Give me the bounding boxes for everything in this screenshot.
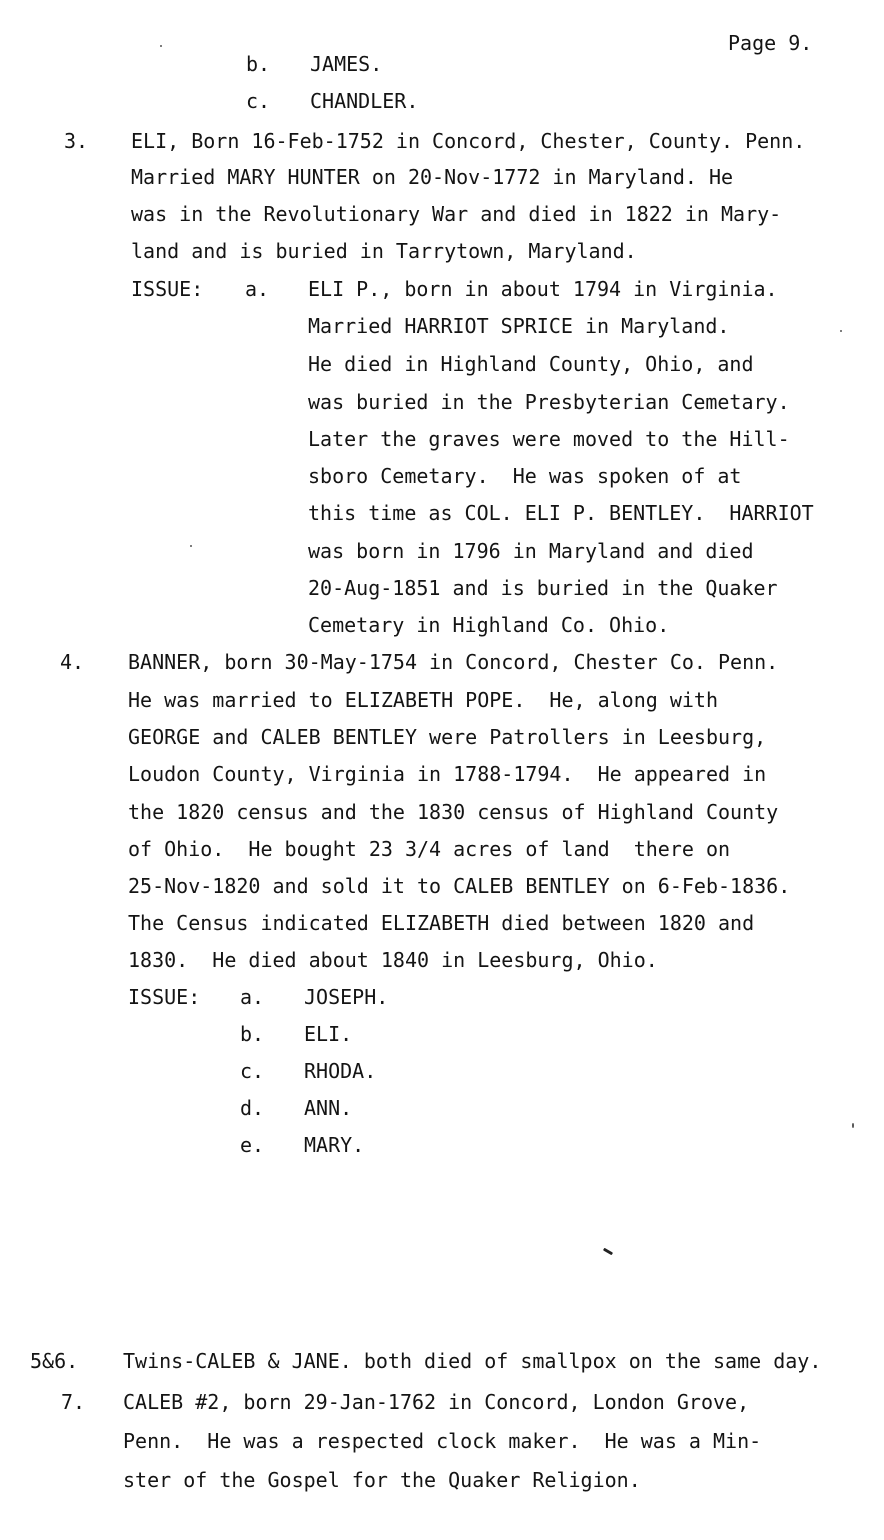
issue-line: Later the graves were moved to the Hill- — [308, 427, 790, 451]
issue-line: He died in Highland County, Ohio, and — [308, 352, 754, 376]
entry-line: The Census indicated ELIZABETH died between 1820 and — [128, 911, 755, 935]
scan-mark — [852, 1123, 854, 1128]
child-name: CHANDLER. — [310, 89, 419, 113]
page-number: Page 9. — [728, 31, 813, 55]
entry-line: 1830. He died about 1840 in Leesburg, Ohio. — [128, 948, 658, 972]
entry-line: the 1820 census and the 1830 census of Highland County — [128, 800, 779, 824]
issue-line: was buried in the Presbyterian Cemetary. — [308, 390, 790, 414]
entry-number: 4. — [60, 650, 85, 674]
scan-mark — [603, 1248, 613, 1256]
scan-mark — [190, 545, 192, 547]
list-letter: d. — [240, 1096, 265, 1120]
entry-line: ELI, Born 16-Feb-1752 in Concord, Chester, County. Penn. — [131, 129, 806, 153]
list-letter: a. — [240, 985, 265, 1009]
issue-line: was born in 1796 in Maryland and died — [308, 539, 754, 563]
issue-line: ELI P., born in about 1794 in Virginia. — [308, 277, 778, 301]
entry-line: GEORGE and CALEB BENTLEY were Patrollers in Leesburg, — [128, 725, 767, 749]
entry-line: Loudon County, Virginia in 1788-1794. He appeared in — [128, 762, 767, 786]
issue-line: sboro Cemetary. He was spoken of at — [308, 464, 742, 488]
list-letter: c. — [246, 89, 271, 113]
entry-line: of Ohio. He bought 23 3/4 acres of land there on — [128, 837, 731, 861]
child-name: JOSEPH. — [304, 985, 389, 1009]
issue-line: Cemetary in Highland Co. Ohio. — [308, 613, 670, 637]
entry-line: 25-Nov-1820 and sold it to CALEB BENTLEY on 6-Feb-1836. — [128, 874, 791, 898]
child-name: RHODA. — [304, 1059, 377, 1083]
entry-number: 7. — [61, 1390, 86, 1414]
entry-line: He was married to ELIZABETH POPE. He, along with — [128, 688, 719, 712]
issue-line: Married HARRIOT SPRICE in Maryland. — [308, 314, 730, 338]
entry-number: 5&6. — [30, 1349, 79, 1373]
list-letter: e. — [240, 1133, 265, 1157]
issue-line: 20-Aug-1851 and is buried in the Quaker — [308, 576, 778, 600]
scan-mark — [160, 45, 162, 47]
entry-line: land and is buried in Tarrytown, Maryland. — [131, 239, 637, 263]
child-name: MARY. — [304, 1133, 365, 1157]
entry-number: 3. — [64, 129, 89, 153]
list-letter: b. — [246, 52, 271, 76]
issue-line: this time as COL. ELI P. BENTLEY. HARRIOT — [308, 501, 814, 525]
list-letter: a. — [245, 277, 270, 301]
entry-line: was in the Revolutionary War and died in 1822 in Mary- — [131, 202, 782, 226]
entry-line: CALEB #2, born 29-Jan-1762 in Concord, London Grove, — [123, 1390, 750, 1414]
entry-line: Married MARY HUNTER on 20-Nov-1772 in Maryland. He — [131, 165, 734, 189]
child-name: ELI. — [304, 1022, 353, 1046]
child-name: JAMES. — [310, 52, 383, 76]
entry-line: Twins-CALEB & JANE. both died of smallpox on the same day. — [123, 1349, 822, 1373]
list-letter: b. — [240, 1022, 265, 1046]
list-letter: c. — [240, 1059, 265, 1083]
entry-line: Penn. He was a respected clock maker. He was a Min- — [123, 1429, 762, 1453]
entry-line: ster of the Gospel for the Quaker Religion. — [123, 1468, 641, 1492]
entry-line: BANNER, born 30-May-1754 in Concord, Chester Co. Penn. — [128, 650, 779, 674]
issue-label: ISSUE: — [128, 985, 201, 1009]
scan-mark — [840, 330, 842, 332]
child-name: ANN. — [304, 1096, 353, 1120]
issue-label: ISSUE: — [131, 277, 204, 301]
